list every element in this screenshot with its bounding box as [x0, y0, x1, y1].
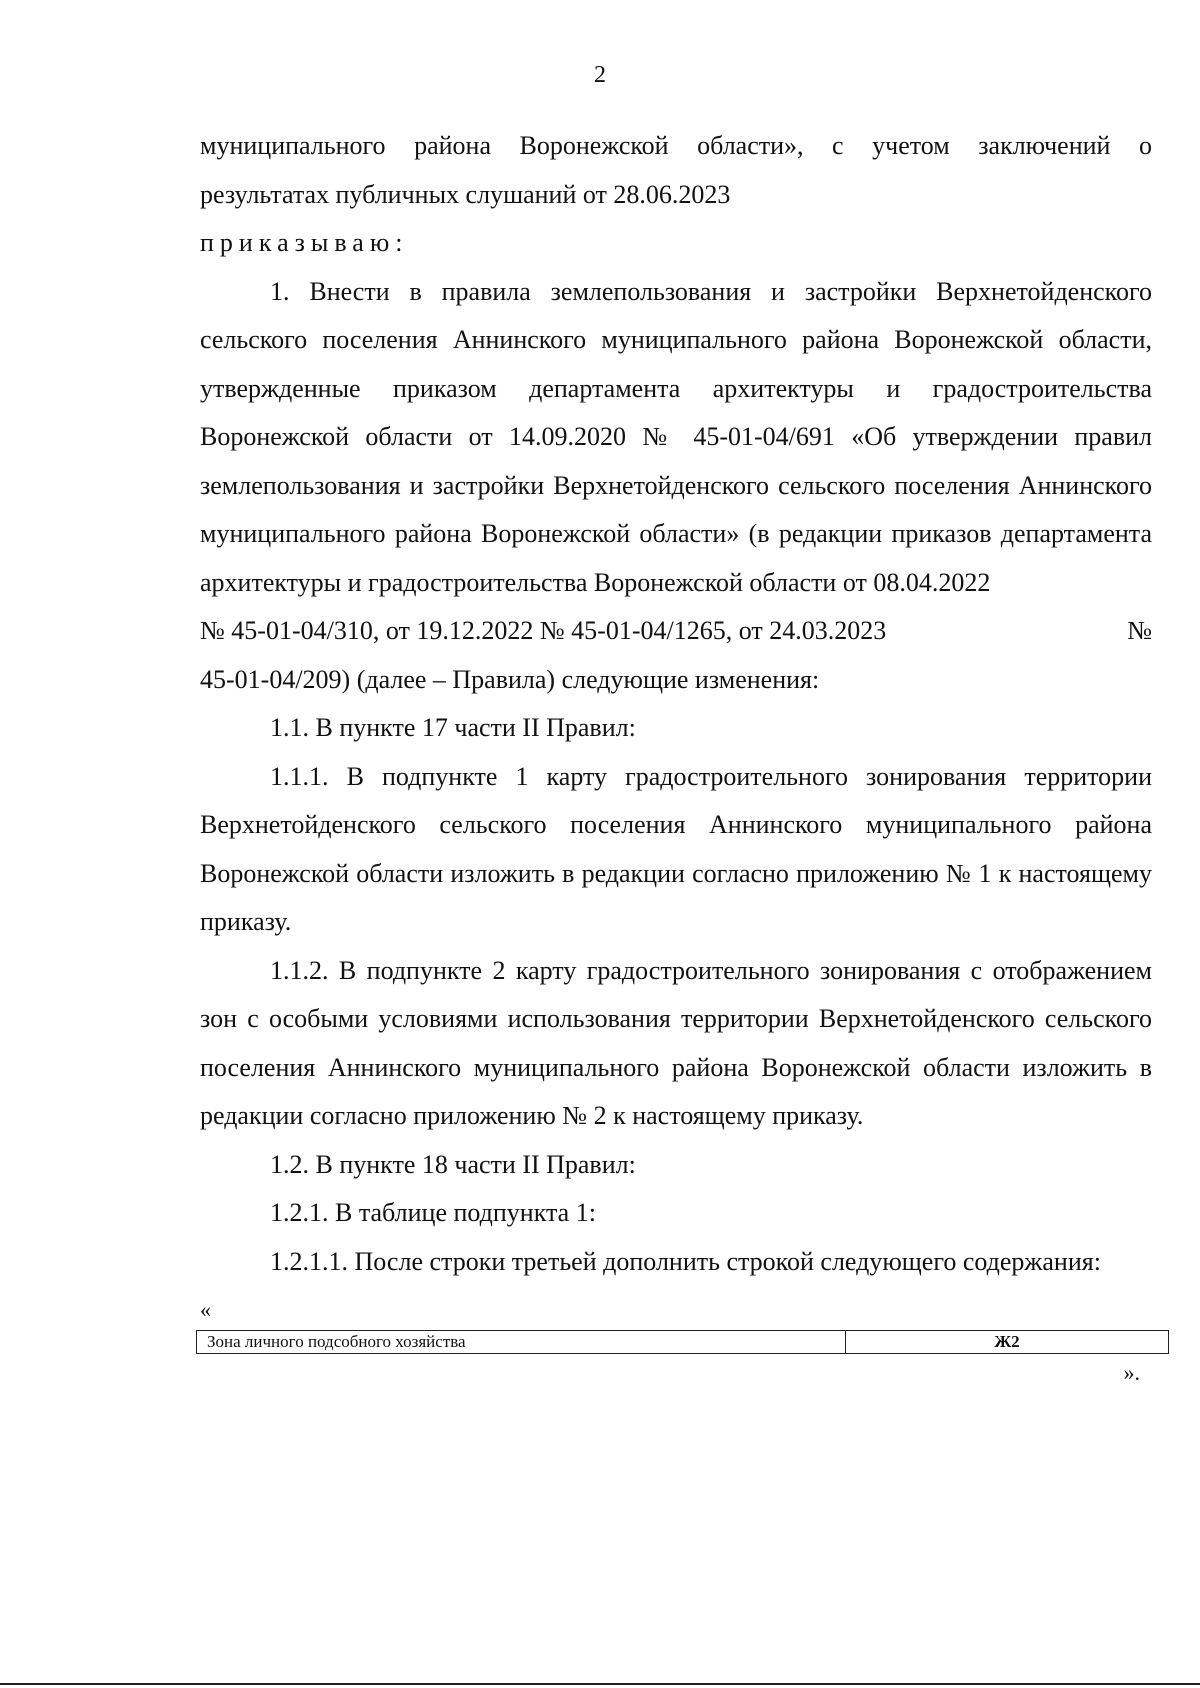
quote-close-mark: ». [1123, 1360, 1140, 1385]
paragraph-1-2-1-1: 1.2.1.1. После строки третьей дополнить строкой следующего содержания: [270, 1246, 1101, 1276]
table-row [197, 1331, 1169, 1354]
paragraph-1-1-1: 1.1.1. В подпункте 1 карту градостроительного зонирования территории Верхнетойденского сельского поселения Аннинского муниципального района Воронежской области изложить в редакции согласно приложению № 1 к настоящему приказу. [200, 761, 1152, 936]
zone-code-cell: Ж2 [846, 1331, 1169, 1354]
document-body [200, 122, 1152, 1388]
page-number: 2 [594, 62, 606, 88]
intro-line-1: муниципального района Воронежской области», с учетом заключений о [200, 131, 1152, 160]
paragraph-1-end: 45-01-04/209) (далее – Правила) следующие изменения: [200, 664, 820, 694]
paragraph-1-1: 1.1. В пункте 17 части II Правил: [270, 713, 636, 742]
bottom-rule [0, 1683, 1200, 1685]
paragraph-1-split-right: № [1127, 616, 1152, 645]
intro-line-2: результатах публичных слушаний от 28.06.2023 [200, 179, 731, 209]
paragraph-1-split-line [200, 607, 1152, 656]
paragraph-1-2-1: 1.2.1. В таблице подпункта 1: [270, 1198, 596, 1227]
paragraph-1-2: 1.2. В пункте 18 части II Правил: [270, 1149, 636, 1179]
order-word: приказываю: [200, 228, 409, 257]
paragraph-1: 1. Внести в правила землепользования и застройки Верхнетойденского сельского поселения Аннинского муниципального района Воронежской области, утвержденные приказом департамента архитектуры и градостроительства Воронежской области от 14.09.2020 № 45-01-04/691 «Об утверждении правил землепользования и застройки Верхнетойденского сельского поселения Аннинского муниципального района Воронежской области» (в редакции приказов департамента архитектуры и градостроительства Воронежской области от 08.04.2022 [200, 276, 1152, 597]
zone-table [196, 1330, 1169, 1354]
quote-open-mark: « [200, 1297, 211, 1322]
paragraph-1-1-2: 1.1.2. В подпункте 2 карту градостроительного зонирования с отображением зон с особыми условиями использования территории Верхнетойденского сельского поселения Аннинского муниципального района Воронежской области изложить в редакции согласно приложению № 2 к настоящему приказу. [200, 955, 1152, 1130]
paragraph-1-split-left: № 45-01-04/310, от 19.12.2022 № 45-01-04/1265, от 24.03.2023 [200, 616, 887, 645]
zone-name-cell: Зона личного подсобного хозяйства [197, 1331, 846, 1354]
